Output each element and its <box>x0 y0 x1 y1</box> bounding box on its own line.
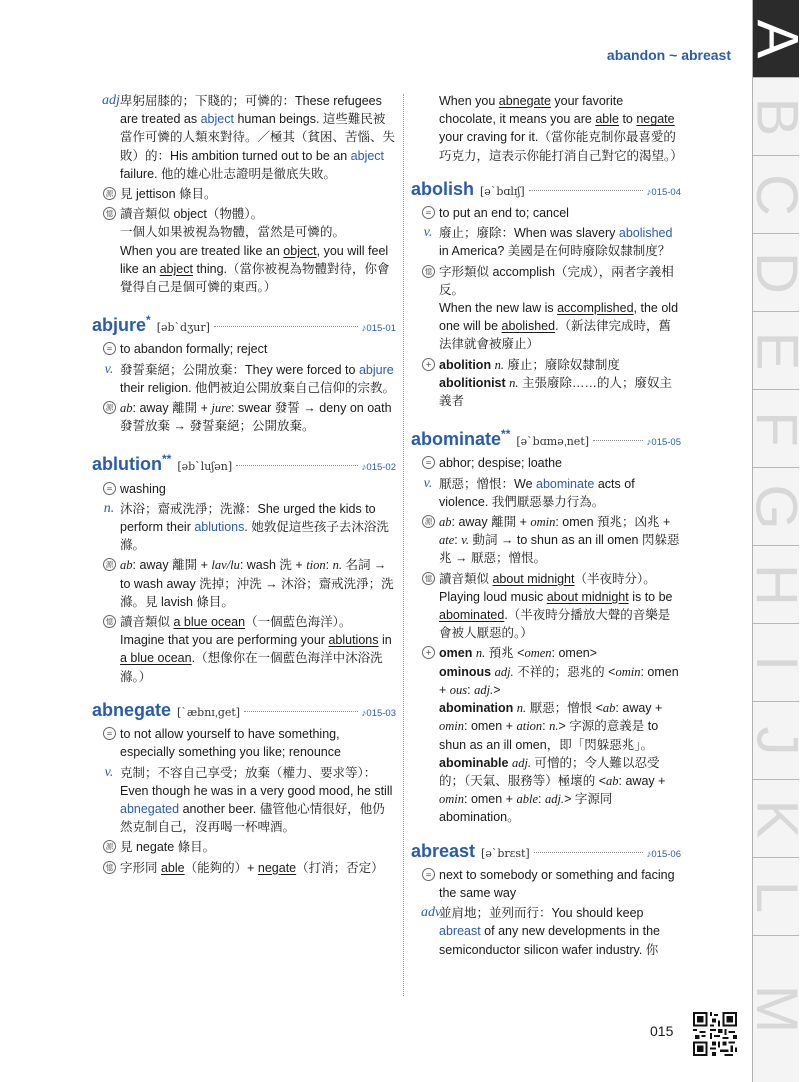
abjure-v-sense: v. 發誓棄絕；公開放棄：They were forced to abjure their religion. 他們被迫公開放棄自己信仰的宗教。 <box>92 361 396 397</box>
headword: ablution** <box>92 452 172 475</box>
pronunciation: [ə`bɑlɪʃ] <box>480 184 525 198</box>
pos-adj-marker: adj. <box>102 93 124 108</box>
abnegate-synonym: = to not allow yourself to have something, especially something you like; renounce <box>92 725 396 761</box>
ablution-n-sense: n. 沐浴；齋戒洗淨；洗滌：She urged the kids to perform their ablutions. 她敦促這些孩子去沐浴洗滌。 <box>103 500 389 553</box>
dotted-leader <box>236 465 357 466</box>
memory-icon: 憶 <box>103 861 116 874</box>
memory-icon: 憶 <box>103 207 116 220</box>
audio-track-link[interactable]: ♪015-04 <box>646 186 681 198</box>
ablution-synonym: = washing <box>92 480 396 498</box>
pronunciation: [ə`brɛst] <box>481 846 530 860</box>
abominate-v-sense: v. 厭惡；憎恨：We abominate acts of violence. 我們厭惡暴力行為。 <box>411 475 681 511</box>
abominate-source: 源 ab: away 離開 + omin: omen 預兆；凶兆 + ate: v. 動詞 → to shun as an ill omen 閃躲惡兆 → 厭惡；憎恨。 <box>411 513 681 568</box>
pos-v-marker: v. <box>423 225 433 241</box>
headword: abnegate <box>92 699 172 720</box>
dotted-leader <box>593 440 643 441</box>
synonym-icon: = <box>103 342 116 355</box>
column-divider <box>403 94 404 996</box>
tab-letter-d[interactable]: D <box>753 234 799 312</box>
abolish-entry-head <box>411 177 681 202</box>
abominate-memory: 憶 讀音類似 about midnight（半夜時分）。 Playing loud music about midnight is to be abominated.（半夜時分播放大聲的音樂是會被人厭惡的。） <box>411 570 681 643</box>
abolish-derivatives: + abolition n. 廢止；廢除奴隸制度 abolitionist n. 主張廢除……的人；廢奴主義者 <box>411 356 681 411</box>
audio-track-link[interactable]: ♪015-02 <box>361 462 396 474</box>
dotted-leader <box>534 852 643 853</box>
tab-letter-j[interactable]: J <box>753 702 799 780</box>
tab-letter-i[interactable]: I <box>753 624 799 702</box>
tab-letter-b[interactable]: B <box>753 78 799 156</box>
abject-adj-sense: adj. 卑躬屈膝的；下賤的；可憐的：These refugees are treated as abject human beings. 這些難民被當作可憐的人類來對待。／極其（貧困、苦惱、失敗）的：His ambition turned out to be an abject failure. 他的雄心壯志證明是徹底失敗。 <box>102 93 396 181</box>
synonym-icon: = <box>422 456 435 469</box>
abnegate-source: 源 見 negate 條目。 <box>92 838 396 856</box>
memory-icon: 憶 <box>422 572 435 585</box>
pos-v-marker: v. <box>104 764 114 780</box>
alphabet-tab-strip <box>743 0 809 1082</box>
abnegate-memory: 憶 字形同 able（能夠的）+ negate（打消；否定） <box>92 859 396 877</box>
memory-icon: 憶 <box>103 615 116 628</box>
ablution-source: 源 ab: away 離開 + lav/lu: wash 洗 + tion: n. 名詞 → to wash away 洗掉；沖洗 → 沐浴；齋戒洗淨；洗滌。見 lavish 條目。 <box>92 556 396 611</box>
tab-letter-c[interactable]: C <box>753 156 799 234</box>
tab-letter-g[interactable]: G <box>753 468 799 546</box>
synonym-icon: = <box>103 482 116 495</box>
source-icon: 源 <box>422 515 435 528</box>
headword: abominate** <box>411 427 511 450</box>
source-icon: 源 <box>103 187 116 200</box>
tab-letter-l[interactable]: L <box>753 858 799 936</box>
pos-adv-marker: adv. <box>421 905 444 921</box>
headword: abreast <box>411 840 476 861</box>
tab-letter-k[interactable]: K <box>753 780 799 858</box>
abominate-derivatives: + omen n. 預兆 <omen: omen> ominous adj. 不祥的；惡兆的 <omin: omen + ous: adj.> abomination n. 厭惡；憎恨 <ab: away + omin: omen + ation: n.> 字源的意義是 to shun as an ill omen，即「閃躲惡兆」。 abominable adj. 可憎的；令人難以忍受的；（天氣、服務等）極壞的 <ab: away + omin: omen + able: adj.> 字源同 abomination。 <box>411 644 681 826</box>
source-icon: 源 <box>103 558 116 571</box>
abreast-adv-sense: adv. 並肩地；並列而行：You should keep abreast of any new developments in the semiconductor silicon wafer industry. 你 <box>421 905 660 957</box>
memory-icon: 憶 <box>422 265 435 278</box>
abominate-entry-head <box>411 422 681 452</box>
dotted-leader <box>214 326 358 327</box>
headword: abolish <box>411 178 475 199</box>
source-icon: 源 <box>103 401 116 414</box>
abnegate-v-sense: v. 克制；不容自己享受；放棄（權力、要求等）：Even though he was in a very good mood, he still abnegated another beer. 儘管他心情很好，他仍然克制自己，沒再喝一杯啤酒。 <box>92 764 396 837</box>
pos-v-marker: v. <box>423 475 433 491</box>
tab-letter-m[interactable]: M <box>744 984 809 1034</box>
tab-letter-h[interactable]: H <box>753 546 799 624</box>
left-column <box>92 92 396 879</box>
abjure-synonym: = to abandon formally; reject <box>92 340 396 358</box>
plus-icon: + <box>422 358 435 371</box>
plus-icon: + <box>422 646 435 659</box>
abject-memory: 憶 讀音類似 object（物體）。 一個人如果被視為物體，當然是可憐的。 When you are treated like an object, you will feel like an abject thing.（當你被視為物體對待，你會覺得自己是個可憐的東西。） <box>92 205 396 296</box>
dotted-leader <box>529 190 643 191</box>
dotted-leader <box>244 711 358 712</box>
abolish-v-sense: v. 廢止；廢除：When was slavery abolished in America? 美國是在何時廢除奴隸制度？ <box>411 224 681 260</box>
source-icon: 源 <box>103 840 116 853</box>
tab-letter-f[interactable]: F <box>753 390 799 468</box>
pronunciation: [ə`bɑməˌnet] <box>516 435 590 449</box>
pronunciation: [əb`luʃən] <box>177 460 233 474</box>
audio-track-link[interactable]: ♪015-01 <box>361 323 396 335</box>
abreast-entry-head <box>411 839 681 864</box>
abreast-synonym: = next to somebody or something and facing the same way <box>411 866 681 902</box>
pos-n-marker: n. <box>103 500 115 516</box>
tab-letter-a[interactable]: A <box>753 0 799 78</box>
ablution-entry-head <box>92 447 396 477</box>
page-number: 015 <box>650 1023 674 1039</box>
ablution-memory: 憶 讀音類似 a blue ocean（一個藍色海洋）。 Imagine that you are performing your ablutions in a blue ocean.（想像你在一個藍色海洋中沐浴洗滌。） <box>92 613 396 686</box>
tab-letter-e[interactable]: E <box>753 312 799 390</box>
pronunciation: [əb`dʒur] <box>156 321 210 335</box>
abjure-entry-head <box>92 308 396 338</box>
abominate-synonym: = abhor; despise; loathe <box>411 454 681 472</box>
pronunciation: [`æbnɪˌget] <box>177 705 241 719</box>
synonym-icon: = <box>422 206 435 219</box>
audio-track-link[interactable]: ♪015-06 <box>646 848 681 860</box>
running-header: abandon ~ abreast <box>606 47 731 63</box>
abnegate-entry-head <box>92 698 396 723</box>
abnegate-memory-continued: When you abnegate your favorite chocolate, it means you are able to negate your craving for it.（當你能克制你最喜愛的巧克力，這表示你能打消自己對它的渴望。） <box>439 94 683 163</box>
abolish-synonym: = to put an end to; cancel <box>411 204 681 222</box>
qr-code-icon[interactable] <box>693 1012 737 1056</box>
right-column <box>411 92 681 961</box>
synonym-icon: = <box>103 727 116 740</box>
headword: abjure* <box>92 313 151 336</box>
synonym-icon: = <box>422 868 435 881</box>
audio-track-link[interactable]: ♪015-03 <box>361 707 396 719</box>
pos-v-marker: v. <box>104 361 114 377</box>
abolish-memory: 憶 字形類似 accomplish（完成），兩者字義相反。 When the new law is accomplished, the old one will be abolished.（新法律完成時，舊法律就會被廢止） <box>411 263 681 354</box>
abjure-source: 源 ab: away 離開 + jure: swear 發誓 → deny on oath 發誓放棄 → 發誓棄絕；公開放棄。 <box>92 399 396 435</box>
audio-track-link[interactable]: ♪015-05 <box>646 437 681 449</box>
abject-source: 源 見 jettison 條目。 <box>92 185 396 203</box>
